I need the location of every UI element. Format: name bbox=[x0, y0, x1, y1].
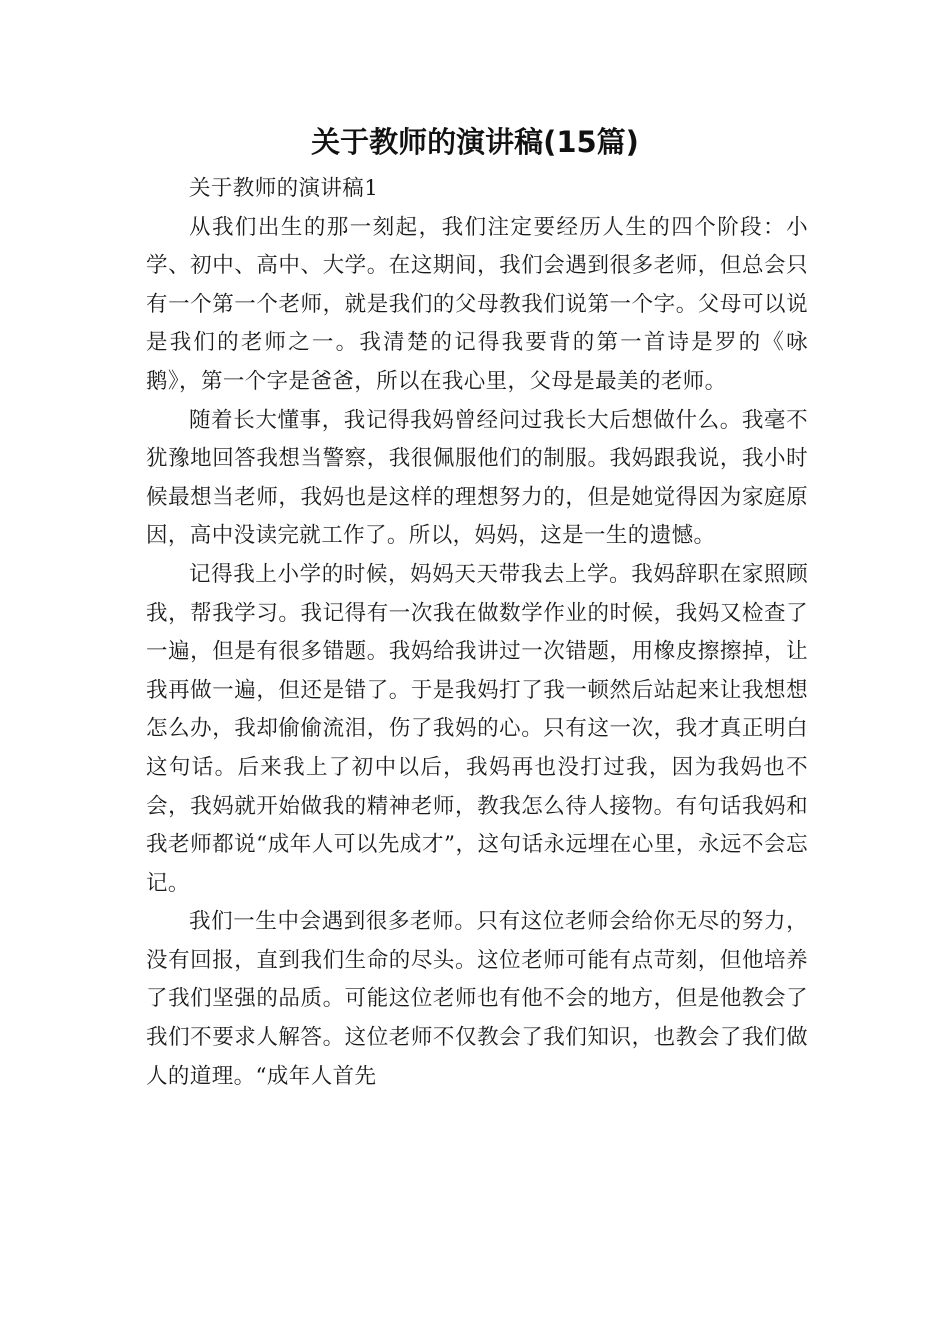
paragraph: 记得我上小学的时候，妈妈天天带我去上学。我妈辞职在家照顾我，帮我学习。我记得有一次我在做数学作业的时候，我妈又检查了一遍，但是有很多错题。我妈给我讲过一次错题，用橡皮擦擦掉，让我再做一遍，但还是错了。于是我妈打了我一顿然后站起来让我想想怎么办，我却偷偷流泪，伤了我妈的心。只有这一次，我才真正明白这句话。后来我上了初中以后，我妈再也没打过我，因为我妈也不会，我妈就开始做我的精神老师，教我怎么待人接物。有句话我妈和我老师都说“成年人可以先成才”，这句话永远埋在心里，永远不会忘记。 bbox=[146, 561, 808, 896]
section-heading: 关于教师的演讲稿1 bbox=[189, 176, 379, 201]
paragraph: 我们一生中会遇到很多老师。只有这位老师会给你无尽的努力，没有回报，直到我们生命的尽头。这位老师可能有点苛刻，但他培养了我们坚强的品质。可能这位老师也有他不会的地方，但是他教会了我们不要求人解答。这位老师不仅教会了我们知识，也教会了我们做人的道理。“成年人首先 bbox=[146, 909, 808, 1089]
paragraph: 随着长大懂事，我记得我妈曾经问过我长大后想做什么。我毫不犹豫地回答我想当警察，我很佩服他们的制服。我妈跟我说，我小时候最想当老师，我妈也是这样的理想努力的，但是她觉得因为家庭原因，高中没读完就工作了。所以，妈妈，这是一生的遗憾。 bbox=[146, 407, 808, 549]
document-title: 关于教师的演讲稿(15篇) bbox=[311, 125, 639, 159]
paragraph: 从我们出生的那一刻起，我们注定要经历人生的四个阶段：小学、初中、高中、大学。在这期间，我们会遇到很多老师，但总会只有一个第一个老师，就是我们的父母教我们说第一个字。父母可以说是我们的老师之一。我清楚的记得我要背的第一首诗是罗的《咏鹅》，第一个字是爸爸，所以在我心里，父母是最美的老师。 bbox=[146, 214, 808, 394]
document-body bbox=[146, 170, 808, 1096]
